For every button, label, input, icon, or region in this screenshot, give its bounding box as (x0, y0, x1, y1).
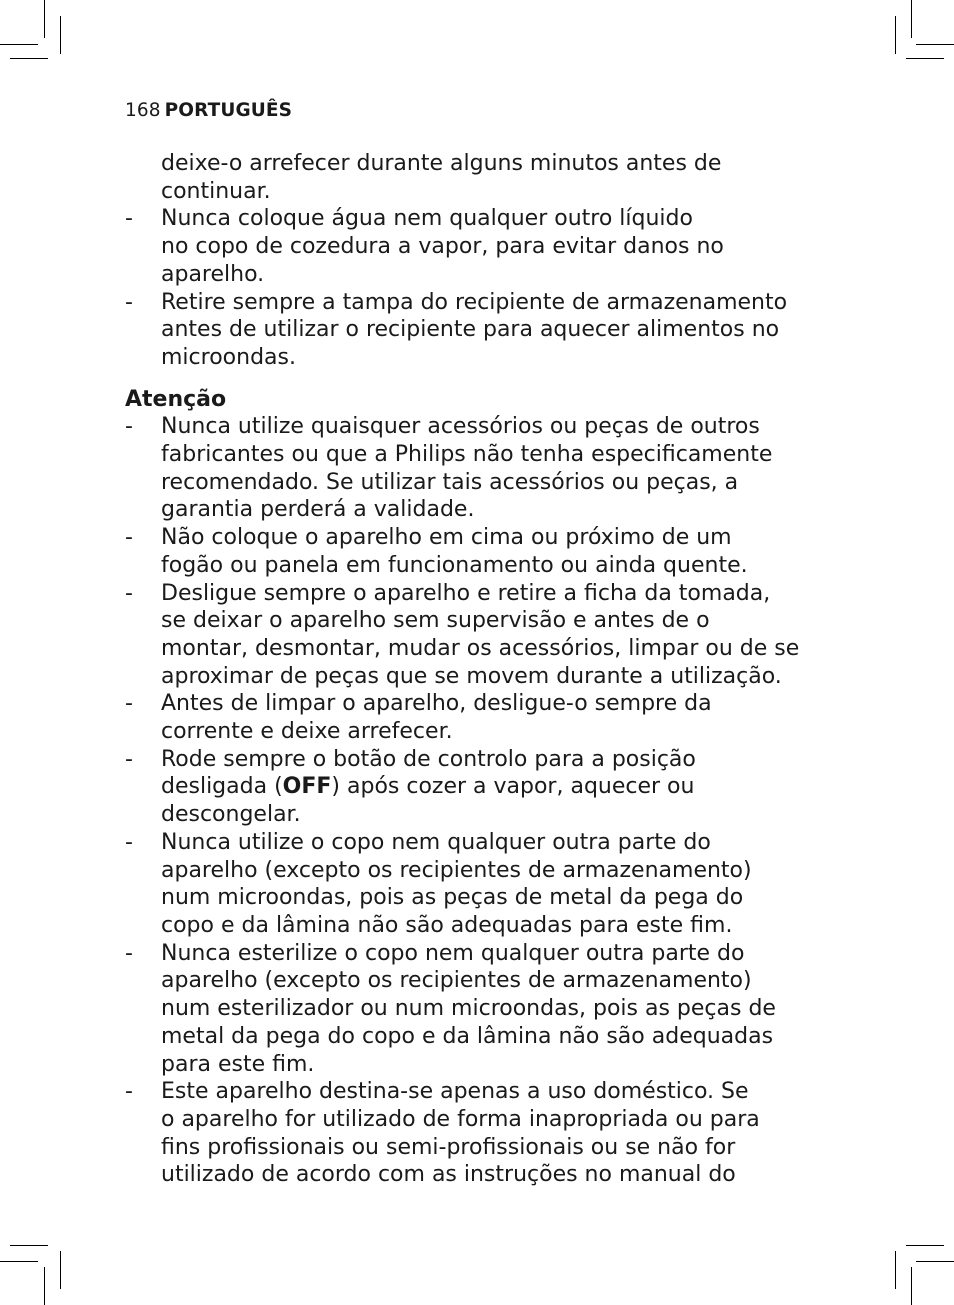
list-item-text: Nunca esterilize o copo nem qualquer outra parte do aparelho (excepto os recipientes de armazenamento) num esterilizador ou num microondas, pois as peças de metal da pega do copo e da lâmina não são adequadas para este fim. (161, 940, 776, 1077)
crop-mark (895, 1251, 896, 1289)
list-item-text: Retire sempre a tampa do recipiente de armazenamento antes de utilizar o recipiente para aquecer alimentos no microondas. (161, 289, 788, 370)
crop-mark (10, 58, 48, 59)
list-item-text: Nunca coloque água nem qualquer outro líquido no copo de cozedura a vapor, para evitar danos no aparelho. (161, 206, 724, 287)
list-item (125, 940, 845, 1079)
crop-mark (906, 1245, 944, 1246)
page-content (125, 150, 845, 1189)
crop-mark (0, 44, 38, 45)
list-dash: - (125, 206, 133, 232)
section-heading: Atenção (125, 386, 227, 412)
list-dash: - (125, 691, 133, 717)
list-item-text: Não coloque o aparelho em cima ou próximo de um fogão ou panela em funcionamento ou ainda quente. (161, 525, 748, 578)
crop-mark (911, 1267, 912, 1305)
list-item (125, 1078, 845, 1189)
list-dash: - (125, 289, 133, 315)
list-item-text (161, 746, 845, 829)
list-dash: - (125, 829, 133, 855)
page-language: PORTUGUÊS (164, 100, 293, 121)
list-item-text: Desligue sempre o aparelho e retire a ficha da tomada, se deixar o aparelho sem supervisão e antes de o montar, desmontar, mudar os acessórios, limpar ou de se aproximar de peças que se movem durante a utilização. (161, 580, 800, 689)
crop-mark (10, 1245, 48, 1246)
list-item (125, 205, 845, 288)
list-dash: - (125, 940, 133, 966)
list-item (125, 690, 845, 745)
crop-mark (44, 1267, 45, 1305)
crop-mark (916, 44, 954, 45)
list-item-text: Nunca utilize quaisquer acessórios ou peças de outros fabricantes ou que a Philips não tenha especificamente recomendado. Se utilizar tais acessórios ou peças, a garantia perderá a validade. (161, 414, 773, 523)
list-item-off (125, 746, 845, 829)
off-text-after: ) após cozer a vapor, aquecer ou descongelar. (161, 774, 695, 828)
list-dash: - (125, 746, 133, 772)
list-item (125, 413, 845, 524)
off-label: OFF (282, 774, 332, 800)
page-number: 168 (125, 100, 161, 121)
continuation-text: deixe-o arrefecer durante alguns minutos antes de continuar. (161, 151, 722, 204)
list-item (125, 580, 845, 691)
crop-mark (44, 0, 45, 38)
crop-mark (60, 1251, 61, 1289)
page-header (125, 99, 292, 123)
list-dash: - (125, 414, 133, 440)
crop-mark (895, 16, 896, 54)
list-item-text: Nunca utilize o copo nem qualquer outra parte do aparelho (excepto os recipientes de armazenamento) num microondas, pois as peças de metal da pega do copo e da lâmina não são adequadas para este fim. (161, 829, 752, 938)
list-item (125, 829, 845, 940)
list-dash: - (125, 580, 133, 606)
crop-mark (911, 0, 912, 38)
list-item (125, 289, 845, 372)
list-dash: - (125, 1079, 133, 1105)
crop-mark (60, 16, 61, 54)
list-item (125, 524, 845, 579)
list-item-text: Antes de limpar o aparelho, desligue-o sempre da corrente e deixe arrefecer. (161, 691, 712, 745)
list-item-text: Este aparelho destina-se apenas a uso doméstico. Se o aparelho for utilizado de forma inapropriada ou para fins profissionais ou semi-profissionais ou se não for utilizado de acordo com as instruções no manual do (161, 1079, 760, 1188)
off-text-before: Rode sempre o botão de controlo para a posição desligada ( (161, 746, 696, 800)
crop-mark (916, 1261, 954, 1262)
crop-mark (0, 1261, 38, 1262)
crop-mark (906, 58, 944, 59)
list-dash: - (125, 525, 133, 551)
